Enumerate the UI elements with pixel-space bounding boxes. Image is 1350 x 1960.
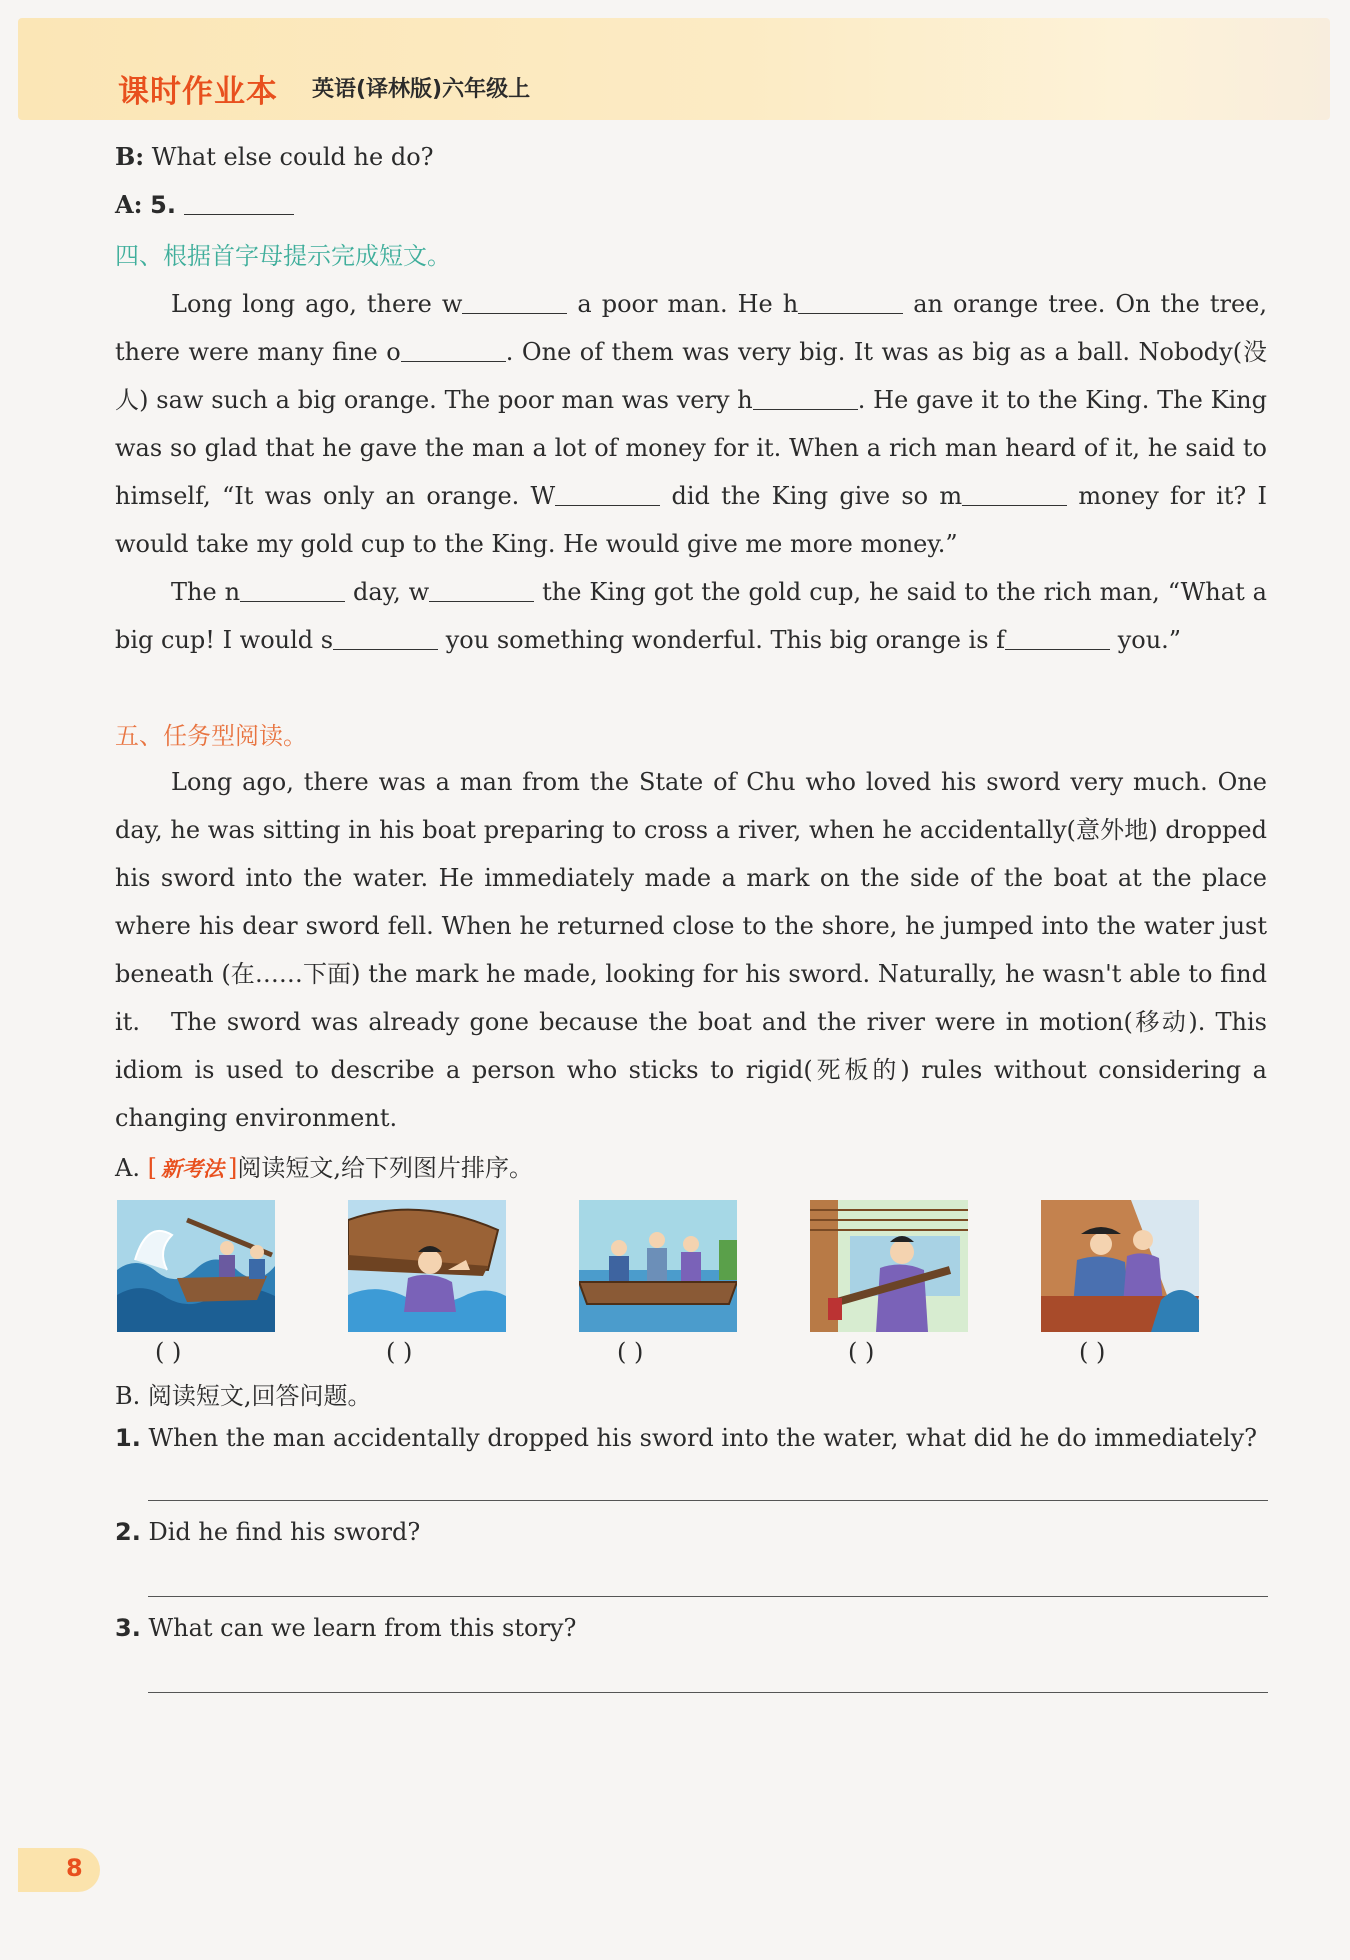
order-answer-5[interactable]: ( ): [1079, 1338, 1106, 1366]
picture-people-on-boat: [579, 1200, 737, 1332]
dialogue-b-line: [115, 140, 434, 174]
section-4-paragraph-2: [115, 568, 1267, 664]
speaker-a-label: A:: [115, 190, 143, 219]
text-segment: you something wonderful. This big orange is f: [438, 626, 1006, 654]
question-number: 2.: [115, 1518, 141, 1546]
question-text: Did he find his sword?: [148, 1518, 421, 1546]
question-3: [115, 1614, 576, 1642]
section-4-paragraph-1: [115, 280, 1267, 568]
text-segment: a poor man. He h: [567, 290, 799, 318]
section-5-paragraph-1: Long ago, there was a man from the State of Chu who loved his sword very much. One day, he was sitting in his boat preparing to cross a river, when he accidentally(意外地) dropped his sword into the water. He immediately made a mark on the side of the boat at the place where his dear sword fell. When he returned close to the shore, he jumped into the water just beneath (在……下面) the mark he made, looking for his sword. Naturally, he wasn't able to find it.: [115, 768, 1267, 1036]
text-segment: money for it? I would take my gold cup to the King. He would give me more money.”: [115, 482, 1267, 558]
text-segment: did the King give so m: [660, 482, 963, 510]
blank-m[interactable]: [962, 481, 1067, 506]
blank-h2[interactable]: [753, 385, 858, 410]
text-segment: Long long ago, there w: [171, 290, 463, 318]
blank-h[interactable]: [798, 289, 903, 314]
part-a-instruction: A. [ 新考法 ]阅读短文,给下列图片排序。: [115, 1154, 533, 1182]
part-b-instruction: B. 阅读短文,回答问题。: [115, 1382, 372, 1410]
picture-man-in-water: [348, 1200, 506, 1332]
text-segment: day, w: [345, 578, 430, 606]
blank-f[interactable]: [1005, 625, 1110, 650]
book-subject: 英语(译林版)六年级上: [312, 77, 531, 102]
order-answer-3[interactable]: ( ): [617, 1338, 644, 1366]
order-answer-1[interactable]: ( ): [155, 1338, 182, 1366]
answer-line-1[interactable]: [148, 1500, 1268, 1501]
page-number-badge: [18, 1848, 100, 1892]
question-2: [115, 1518, 420, 1546]
blank-o[interactable]: [401, 337, 506, 362]
picture-storm-boat: [117, 1200, 275, 1332]
book-series-title: 课时作业本: [118, 74, 278, 110]
speaker-b-label: B:: [115, 142, 145, 171]
text-segment: you.”: [1110, 626, 1182, 654]
text-segment: . One of them was very big. It was as big as a ball. Nobody(没人) saw such a big orange. The poor man was very h: [115, 338, 1268, 414]
blank-w2[interactable]: [429, 577, 534, 602]
speaker-b-text: What else could he do?: [151, 143, 434, 171]
question-1: [115, 1424, 1257, 1452]
question-number: 3.: [115, 1614, 141, 1642]
answer-number: 5.: [150, 191, 176, 219]
picture-man-pointing: [1041, 1200, 1199, 1332]
section-5-title: 五、任务型阅读。: [115, 722, 307, 750]
order-answer-2[interactable]: ( ): [386, 1338, 413, 1366]
text-segment: an orange tree. On the tree, there were many fine o: [115, 290, 1267, 366]
question-text: When the man accidentally dropped his sword into the water, what did he do immediately?: [148, 1424, 1258, 1452]
page-number: 8: [66, 1854, 83, 1882]
new-question-tag: 新考法: [160, 1156, 224, 1181]
picture-man-marking-boat: [810, 1200, 968, 1332]
section-4-title: 四、根据首字母提示完成短文。: [115, 242, 451, 270]
answer-line-2[interactable]: [148, 1596, 1268, 1597]
question-text: What can we learn from this story?: [148, 1614, 577, 1642]
text-segment: . He gave it to the King. The King was so glad that he gave the man a lot of money for it. When a rich man heard of it, he said to himself, “It was only an orange. W: [115, 386, 1267, 510]
text-segment: the King got the gold cup, he said to the rich man, “What a big cup! I would s: [115, 578, 1267, 654]
blank-w[interactable]: [462, 289, 567, 314]
section-5-paragraph-2: The sword was already gone because the boat and the river were in motion(移动). This idiom is used to describe a person who sticks to rigid(死板的) rules without considering a changing environment.: [115, 1008, 1267, 1132]
order-answer-4[interactable]: ( ): [848, 1338, 875, 1366]
dialogue-a-line: [115, 188, 294, 222]
blank-n[interactable]: [240, 577, 345, 602]
part-a-text: 阅读短文,给下列图片排序。: [237, 1154, 533, 1182]
answer-blank-5[interactable]: [184, 190, 294, 215]
blank-s[interactable]: [333, 625, 438, 650]
part-a-label: A.: [115, 1154, 140, 1182]
text-segment: The n: [171, 578, 241, 606]
answer-line-3[interactable]: [148, 1692, 1268, 1693]
blank-W[interactable]: [555, 481, 660, 506]
question-number: 1.: [115, 1424, 141, 1452]
